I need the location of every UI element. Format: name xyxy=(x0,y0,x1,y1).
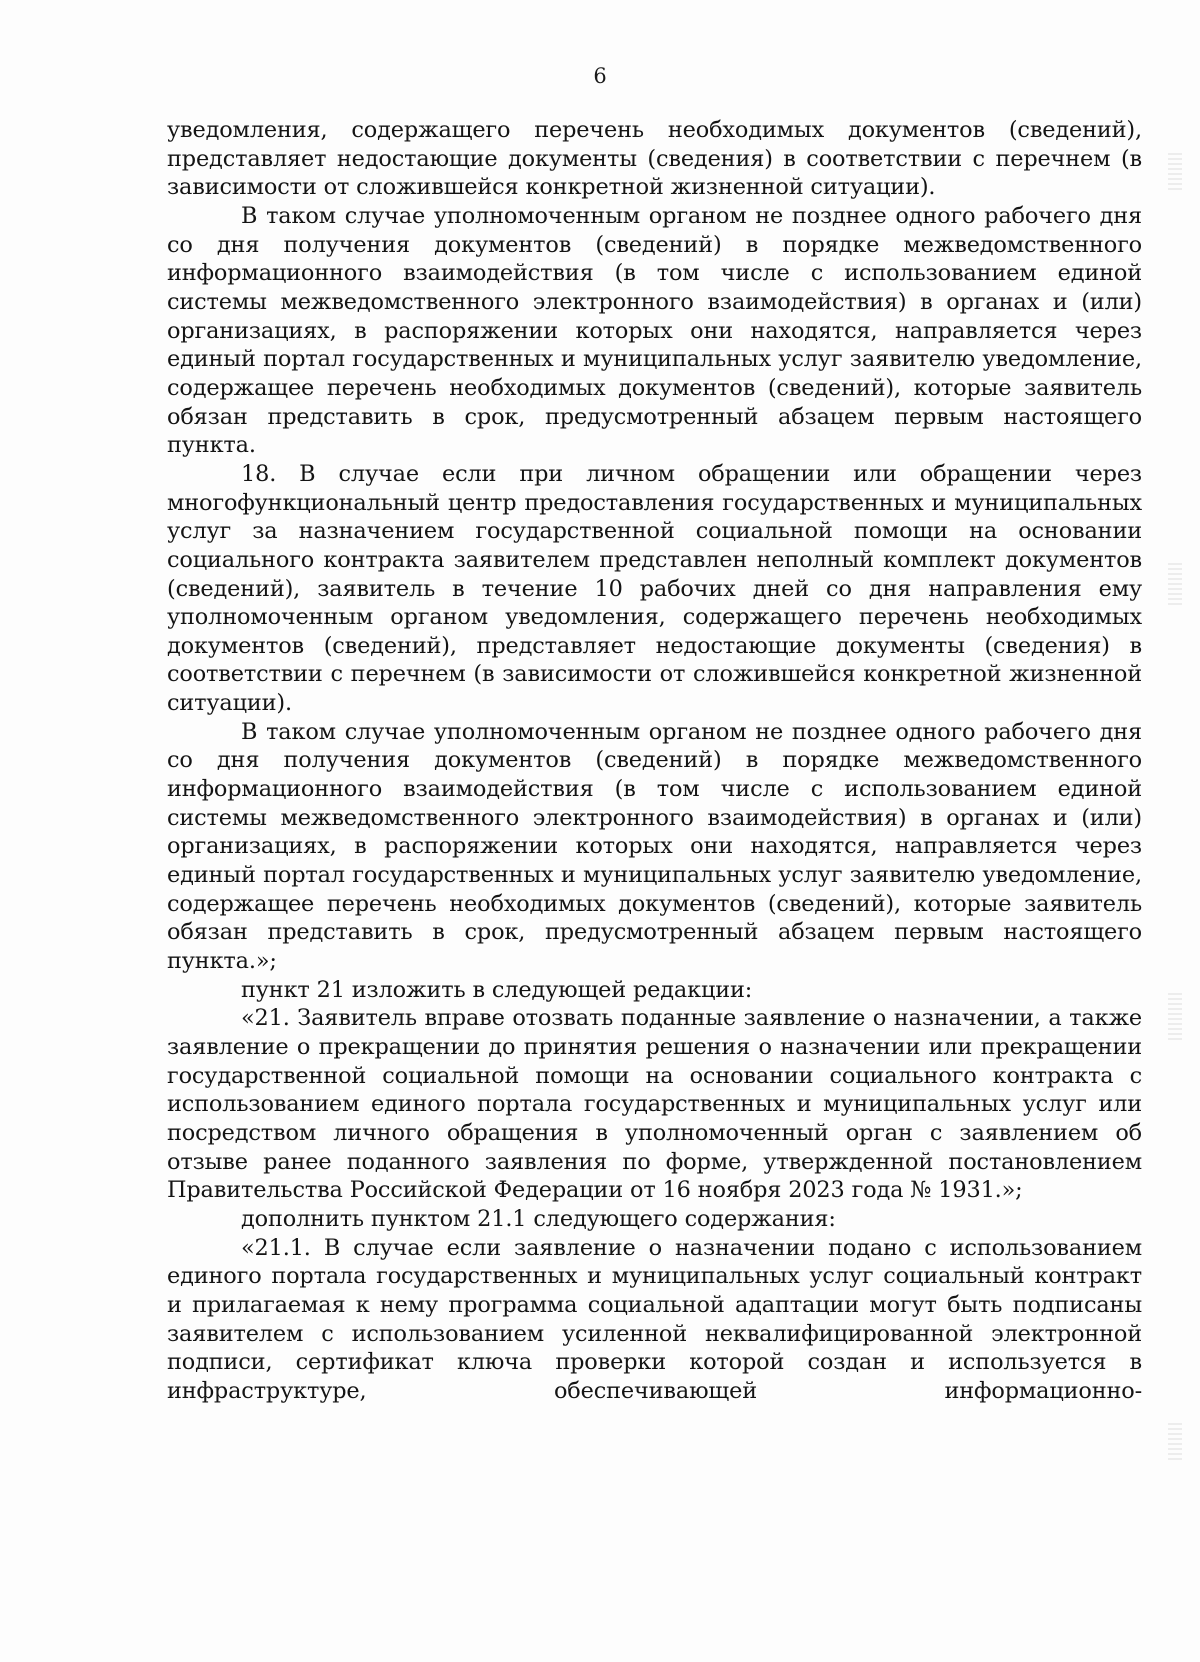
paragraph-item-21: «21. Заявитель вправе отозвать поданные заявление о назначении, а также заявление о прекращении до принятия решения о назначении или прекращении государственной социальной помощи на основании социального контракта с использованием единого портала государственных и муниципальных услуг или посредством личного обращения в уполномоченный орган с заявлением об отзыве ранее поданного заявления по форме, утвержденной постановлением Правительства Российской Федерации от 16 ноября 2023 года № 1931.»; xyxy=(167,1005,1142,1204)
paragraph-add-item-21-1: дополнить пунктом 21.1 следующего содержания: xyxy=(241,1205,836,1232)
page-number: 6 xyxy=(593,64,607,88)
paragraph-continuation: уведомления, содержащего перечень необходимых документов (сведений), представляет недостающие документы (сведения) в соответствии с перечнем (в зависимости от сложившейся конкретной жизненной ситуации). xyxy=(167,117,1142,201)
document-body xyxy=(167,116,1142,1406)
scan-speckle xyxy=(1168,990,1182,1040)
paragraph-item-21-1: «21.1. В случае если заявление о назначении подано с использованием единого портала государственных и муниципальных услуг социальный контракт и прилагаемая к нему программа социальной адаптации могут быть подписаны заявителем с использованием усиленной неквалифицированной электронной подписи, сертификат ключа проверки которой создан и используется в инфраструктуре, обеспечивающей информационно- xyxy=(167,1234,1142,1404)
paragraph-amend-item-21: пункт 21 изложить в следующей редакции: xyxy=(241,976,753,1003)
paragraph-notification-procedure-mfc: В таком случае уполномоченным органом не позднее одного рабочего дня со дня получения документов (сведений) в порядке межведомственного информационного взаимодействия (в том числе с использованием единой системы межведомственного электронного взаимодействия) в органах и (или) организациях, в распоряжении которых они находятся, направляется через единый портал государственных и муниципальных услуг заявителю уведомление, содержащее перечень необходимых документов (сведений), которые заявитель обязан представить в срок, предусмотренный абзацем первым настоящего пункта.»; xyxy=(167,718,1142,975)
scan-speckle xyxy=(1168,560,1182,605)
scan-speckle xyxy=(1168,1420,1182,1460)
scan-speckle xyxy=(1168,150,1182,190)
paragraph-notification-procedure: В таком случае уполномоченным органом не позднее одного рабочего дня со дня получения документов (сведений) в порядке межведомственного информационного взаимодействия (в том числе с использованием единой системы межведомственного электронного взаимодействия) в органах и (или) организациях, в распоряжении которых они находятся, направляется через единый портал государственных и муниципальных услуг заявителю уведомление, содержащее перечень необходимых документов (сведений), которые заявитель обязан представить в срок, предусмотренный абзацем первым настоящего пункта. xyxy=(167,202,1142,459)
paragraph-item-18: 18. В случае если при личном обращении или обращении через многофункциональный центр предоставления государственных и муниципальных услуг за назначением государственной социальной помощи на основании социального контракта заявителем представлен неполный комплект документов (сведений), заявитель в течение 10 рабочих дней со дня направления ему уполномоченным органом уведомления, содержащего перечень необходимых документов (сведений), представляет недостающие документы (сведения) в соответствии с перечнем (в зависимости от сложившейся конкретной жизненной ситуации). xyxy=(167,460,1142,717)
